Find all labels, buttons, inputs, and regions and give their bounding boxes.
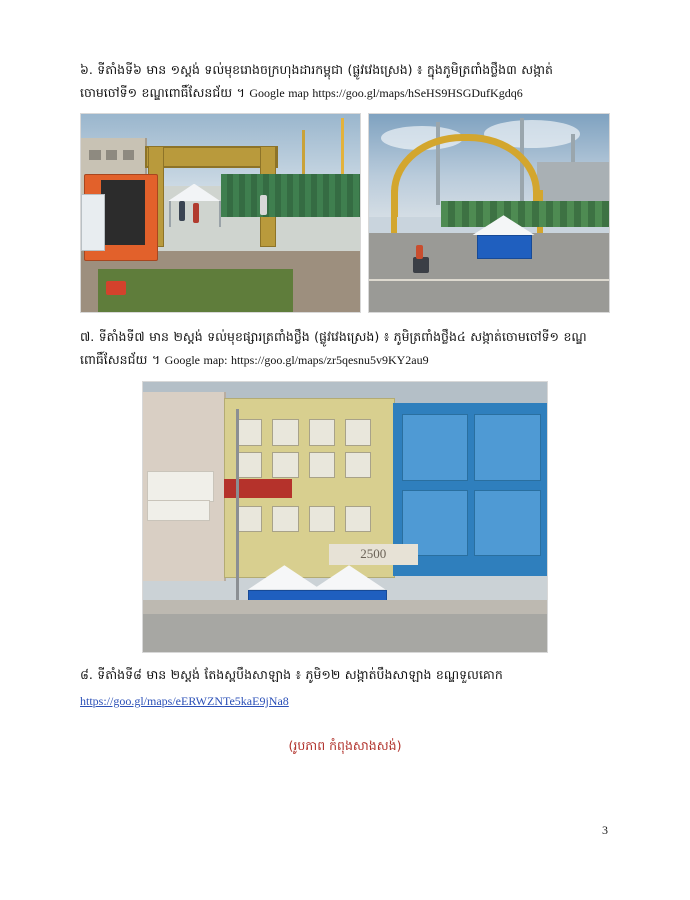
window [309,452,335,478]
person [179,201,186,221]
window [236,419,262,445]
road-marking [369,279,609,281]
paragraph-section-7 [80,325,610,371]
road [143,614,547,652]
tent-leg [169,201,171,227]
truck-cab [81,194,105,251]
photo-truck-tent [80,113,361,313]
photo-arch-gate-tent [368,113,610,313]
section-6-map-link: Google map https://goo.gl/maps/hSeHS9HSGDufKgdq6 [249,86,523,101]
window [272,506,298,532]
window [272,452,298,478]
sidewalk [143,600,547,614]
red-cooler [106,281,126,295]
section-8-map-link[interactable]: https://goo.gl/maps/eERWZNTe5kaE9jNa8 [80,693,289,708]
person [193,203,200,223]
section-7-map-link: Google map: https://goo.gl/maps/zr5qesnu5v9KY2au9 [164,353,429,368]
glass-panel [474,490,541,557]
section-8-link-line [80,689,610,712]
section-8-khmer-text: ៨. ទីតាំងទី៨ មាន ២ស្តង់ តែងស្ពបឹងសាឡាង ៖ ភូមិ១២ សង្កាត់បឹងសាឡាង ខណ្ឌទួលគោក [80,666,503,682]
truck-cargo-opening [101,180,146,245]
grass-strip [98,269,294,313]
white-tent [168,184,221,202]
section-7-khmer-text: ៧. ទីតាំងទី៧ មាន ២ស្តង់ ទល់មុខផ្សារត្រពាំងថ្លឹង (ផ្លូវវេងស្រេង) ៖ ភូមិត្រពាំងថ្លឹង៤ សង្កាត់ចោមចៅទី១ ខណ្ឌពោធិ៍សែនជ័យ ។ [80,329,587,368]
window [345,452,371,478]
shop-sign [147,471,214,503]
utility-pole [236,409,239,603]
window [309,419,335,445]
window [106,150,117,160]
window [89,150,100,160]
window [345,419,371,445]
section-6-khmer-text: ៦. ទីតាំងទី៦ មាន ១ស្តង់ ទល់មុខរោងចក្រហុងដារកម្ពុជា (ផ្លូវវេងស្រេង) ៖ ក្នុងភូមិត្រពាំងថ្លឹង៣ សង្កាត់ចោមចៅទី១ ខណ្ឌពោធិ៍សែនជ័យ ។ [80,62,553,101]
figure-row-1 [80,113,610,313]
person [260,195,267,215]
site-gate [145,146,278,168]
window [123,150,134,160]
motorbike [413,257,430,273]
paragraph-section-8 [80,663,610,686]
window [236,452,262,478]
page-number: 3 [602,823,608,837]
footer-note: (រូបភាព កំពុងសាងសង់) [288,737,402,753]
tent-leg [219,201,221,227]
rider [416,245,423,259]
green-fence [441,201,609,227]
photo-shophouse-tents [142,381,548,653]
blue-stall-skirt [477,235,532,259]
green-fence [221,174,361,218]
glass-panel [402,414,469,481]
red-banner [224,479,293,498]
shop-number-sign: 2500 [329,544,418,566]
window [309,506,335,532]
shop-sign-secondary [147,500,210,521]
window [345,506,371,532]
window [272,419,298,445]
glass-panel [474,414,541,481]
window [236,506,262,532]
paragraph-section-6 [80,58,610,104]
